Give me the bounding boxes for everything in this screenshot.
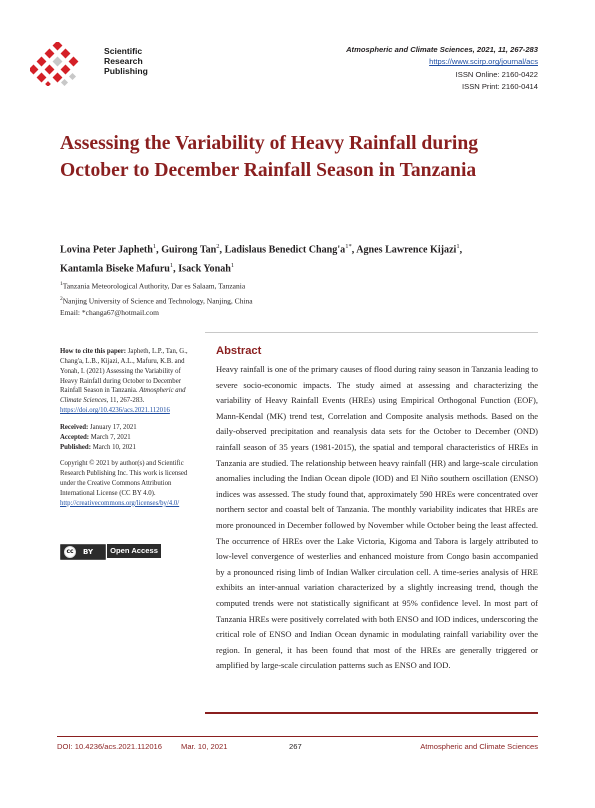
- footer-journal: Atmospheric and Climate Sciences: [420, 742, 538, 751]
- abstract-text: Heavy rainfall is one of the primary causes of flood during rainy season in Tanzania leading to severe socio-economic impacts. The study aimed at assessing and characterizing the variability of Heavy Rainfall Events (HREs) using Empirical Orthogonal Function (EOF), Mann-Kendal (MK) trend test, Correlation and Composite analysis methods. Based on the daily-observed precipitation and reanalysis data sets for the October to December (OND) rainfall season of 35 years (1981-2015), the spatial and temporal characteristics of HREs in Tanzania are studied. The relationship between heavy rainfall (HR) and large-scale circulation anomalies including the Indian Ocean dipole (IOD) and El Niño southern oscillation (ENSO) indices was assessed. The study found that, approximately 590 HREs were concentrated over northern sector and coastal belt of Tanzania. The monthly variability indicates that HREs are more pronounced in December followed by November while October being the least affected. The occurrence of HREs over the Lake Victoria, Kigoma and Tabora is largely attributed to low-level convergence of westerlies and enhanced moisture from Congo basin accompanied by a pronounced rising limb of Indian Walker circulation cell. A time-series analysis of HRE exhibits an inter-annual variation characterized by a slightly increasing trend, though the computed trends were not statistically significant at 95% confidence level. In most part of Tanzania HREs were positively correlated with both ENSO and IOD indices, underscoring the critical role of ENSO and Indian Ocean dynamic in modulating rainfall variability over the region. In general, it has been found that most of the HREs are generally triggered or amplified by large-scale circulation patterns such as ENSO and IOD.: [216, 364, 538, 671]
- affiliations: [60, 278, 540, 319]
- author-affil-mark: 1: [230, 261, 235, 269]
- footer-date: Mar. 10, 2021: [181, 742, 228, 751]
- email-line: Email: *changa67@hotmail.com: [60, 308, 159, 317]
- author-list: Lovina Peter Japheth$^1$, Guirong Tan$^2$, Ladislaus Benedict $Chang'a^{1*}$, Agnes Lawrence Kijazi$^1$, Kantamla Biseke Mafuru$^1$, Isack Yonah$^1$: [60, 243, 463, 275]
- affiliation: $^1$Tanzania Meteorological Authority, Dar es Salaam, Tanzania: [60, 281, 246, 291]
- publisher-name: [104, 46, 148, 76]
- doi-link[interactable]: https://doi.org/10.4236/acs.2021.112016: [60, 407, 170, 415]
- author-affil-mark: 1: [456, 243, 460, 250]
- section-divider: [205, 332, 538, 333]
- footer-rule: [57, 736, 538, 737]
- issn-online: ISSN Online: 2160-0422: [455, 69, 538, 79]
- abstract-bottom-rule: [205, 712, 538, 714]
- journal-url-link[interactable]: https://www.scirp.org/journal/acs: [429, 57, 538, 67]
- article-dates: Received: January 17, 2021 Accepted: March 7, 2021 Published: March 10, 2021: [60, 423, 137, 451]
- author-affil-mark: 2: [216, 243, 220, 250]
- publisher-line-1: Scientific: [104, 46, 143, 56]
- author: Ladislaus Benedict Chang'a: [224, 244, 346, 256]
- by-label: BY: [83, 548, 94, 556]
- author: Isack Yonah: [178, 263, 231, 275]
- cc-by-license-badge[interactable]: [60, 544, 106, 560]
- how-to-cite: How to cite this paper: Japheth, L.P., Tan, G., Chang'a, L.B., Kijazi, A.L., Mafuru, K.B. and Yonah, I. (2021) Assessing the Variability of Heavy Rainfall during October to December Rainfall Season in Tanzania. Atmospheric and Climate Sciences, 11, 267-283. https://doi.org/10.4236/acs.2021.112016: [60, 348, 188, 415]
- publisher-logo: [30, 42, 170, 86]
- footer-doi: DOI: 10.4236/acs.2021.112016: [57, 742, 162, 751]
- author: Agnes Lawrence Kijazi: [356, 244, 457, 256]
- open-access-badge: Open Access: [107, 544, 161, 558]
- article-sidebar: [60, 347, 193, 509]
- issn-print: ISSN Print: 2160-0414: [462, 81, 538, 91]
- affiliation: $^2$Nanjing University of Science and Technology, Nanjing, China: [60, 295, 253, 305]
- creative-commons-icon: cc: [64, 546, 76, 558]
- publisher-line-2: Research: [104, 56, 143, 66]
- author: Kantamla Biseke Mafuru: [60, 263, 170, 275]
- page-number: 267: [289, 742, 302, 751]
- author: Guirong Tan: [161, 244, 217, 256]
- journal-citation: Atmospheric and Climate Sciences, 2021, 11, 267-283: [346, 45, 538, 54]
- paper-title: Assessing the Variability of Heavy Rainfall during October to December Rainfall Season in Tanzania: [60, 133, 479, 181]
- author-affil-mark: 1: [169, 261, 174, 269]
- author-affil-mark: 1*: [345, 243, 352, 250]
- author-affil-mark: 1: [152, 243, 157, 250]
- license-link[interactable]: http://creativecommons.org/licenses/by/4.0/: [60, 499, 180, 507]
- author: Lovina Peter Japheth: [60, 244, 153, 256]
- journal-info: [346, 44, 538, 93]
- email-address[interactable]: *changa67@hotmail.com: [81, 308, 159, 317]
- abstract-heading: Abstract: [216, 345, 262, 357]
- copyright-notice: Copyright © 2021 by author(s) and Scientific Research Publishing Inc. This work is licensed under the Creative Commons Attribution International License (CC BY 4.0). http://creativecommons.org/licenses/by/4.0/: [60, 460, 188, 507]
- publisher-line-3: Publishing: [104, 66, 148, 76]
